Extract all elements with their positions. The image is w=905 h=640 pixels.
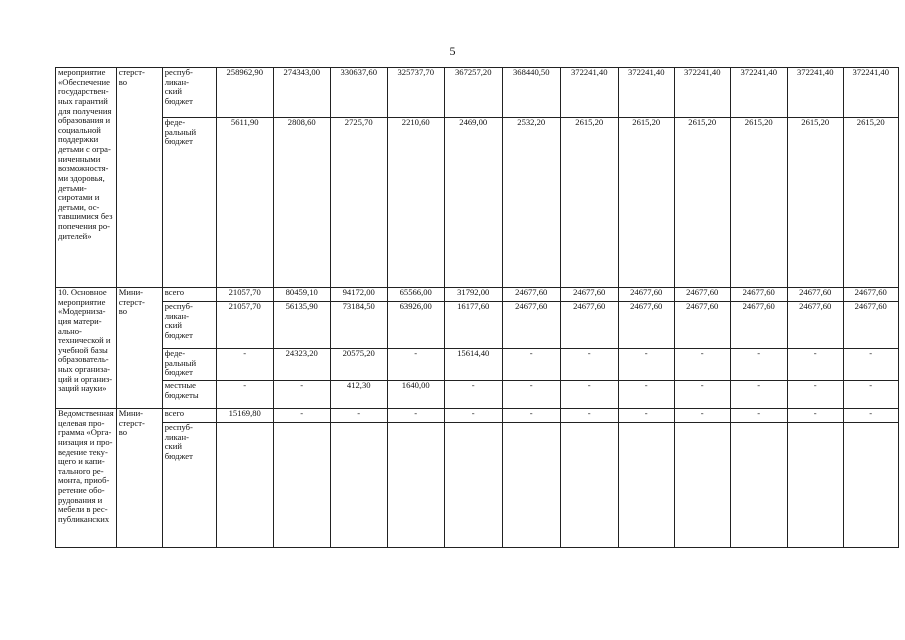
table-row <box>56 381 899 409</box>
funding-source-line: ральный <box>164 126 197 137</box>
value-cell: - <box>618 409 674 423</box>
value-cell: - <box>502 381 560 409</box>
value-cell: - <box>674 381 730 409</box>
funding-source-cell <box>162 302 216 349</box>
value-cell: 2615,20 <box>787 118 843 288</box>
funding-source-line: бюджеты <box>164 389 199 400</box>
budget-table <box>55 67 899 548</box>
event-text-line: дителей» <box>58 230 92 241</box>
value-cell: 56135,90 <box>273 302 330 349</box>
value-cell: 24677,60 <box>674 288 730 302</box>
funding-source-line: ральный <box>164 357 197 368</box>
funding-source-line: респуб- <box>164 67 193 77</box>
event-text-line: монта, приоб- <box>58 475 110 486</box>
funding-source-line: всего <box>164 287 185 297</box>
value-cell: - <box>618 381 674 409</box>
value-cell: 24677,60 <box>502 302 560 349</box>
event-text-line: ниченными <box>58 153 101 164</box>
event-text-line: ведение теку- <box>58 446 108 457</box>
value-cell: 24677,60 <box>730 302 787 349</box>
value-cell: 372241,40 <box>674 68 730 118</box>
value-cell: 368440,50 <box>502 68 560 118</box>
funding-source-line: ский <box>164 320 182 331</box>
value-cell: 24677,60 <box>787 288 843 302</box>
value-cell: - <box>787 409 843 423</box>
funding-source-line: бюджет <box>164 329 193 340</box>
value-cell: 372241,40 <box>618 68 674 118</box>
table-row <box>56 118 899 288</box>
event-text-line: учебной базы <box>58 344 108 355</box>
funding-source-line: респуб- <box>164 301 193 311</box>
value-cell: 372241,40 <box>843 68 898 118</box>
event-text-line: поддержки <box>58 134 99 145</box>
funding-source-line: бюджет <box>164 367 193 378</box>
event-text-line: грамма «Орга- <box>58 427 112 438</box>
event-text-line: детьми, ос- <box>58 201 100 212</box>
event-text-line: ных гарантий <box>58 95 108 106</box>
value-cell: - <box>216 381 273 409</box>
table-row <box>56 302 899 349</box>
event-text-line: мебели в рес- <box>58 504 108 515</box>
event-text-line: ных организа- <box>58 364 111 374</box>
value-cell: 21057,70 <box>216 302 273 349</box>
event-text-line: тавшимися без <box>58 211 113 222</box>
value-cell: - <box>674 409 730 423</box>
event-text-line: образователь- <box>58 354 109 365</box>
event-text-line: ально- <box>58 325 82 336</box>
funding-source-cell <box>162 423 216 548</box>
event-cell <box>56 68 117 288</box>
event-text-line: 10. Основное <box>58 287 107 297</box>
value-cell: 2615,20 <box>843 118 898 288</box>
funding-source-cell <box>162 118 216 288</box>
value-cell: - <box>444 381 502 409</box>
event-text-line: мероприятие <box>58 67 106 77</box>
value-cell: 2469,00 <box>444 118 502 288</box>
event-text-line: возможностя- <box>58 163 109 174</box>
executor-cell <box>116 288 162 409</box>
value-cell: 372241,40 <box>560 68 618 118</box>
funding-source-line: феде- <box>164 117 186 127</box>
funding-source-line: бюджет <box>164 136 193 147</box>
value-cell: 2615,20 <box>618 118 674 288</box>
value-cell: 63926,00 <box>387 302 444 349</box>
value-cell: - <box>843 409 898 423</box>
executor-text-line: стерст- <box>118 417 145 428</box>
value-cell: - <box>444 409 502 423</box>
value-cell: - <box>843 349 898 381</box>
event-text-line: ция матери- <box>58 315 102 326</box>
value-cell: 258962,90 <box>216 68 273 118</box>
value-cell: - <box>273 409 330 423</box>
value-cell: - <box>730 349 787 381</box>
value-cell: 5611,90 <box>216 118 273 288</box>
value-cell: 24677,60 <box>674 302 730 349</box>
value-cell: 372241,40 <box>787 68 843 118</box>
value-cell <box>618 423 674 548</box>
value-cell: - <box>787 381 843 409</box>
event-text-line: ций и организ- <box>58 373 113 384</box>
value-cell <box>387 423 444 548</box>
executor-text-line: во <box>118 306 128 317</box>
event-text-line: образования и <box>58 115 111 126</box>
funding-source-line: местные <box>164 380 196 390</box>
value-cell: 2210,60 <box>387 118 444 288</box>
executor-text-line: Мини- <box>118 408 144 418</box>
value-cell: 24677,60 <box>502 288 560 302</box>
value-cell: 274343,00 <box>273 68 330 118</box>
funding-source-cell <box>162 381 216 409</box>
event-cell <box>56 288 117 409</box>
executor-text-line: во <box>118 76 128 87</box>
executor-cell <box>116 68 162 288</box>
value-cell: - <box>730 409 787 423</box>
value-cell <box>330 423 387 548</box>
value-cell: - <box>502 349 560 381</box>
executor-text-line: во <box>118 427 128 438</box>
event-text-line: социальной <box>58 124 101 135</box>
page-number: 5 <box>449 44 456 58</box>
table-row <box>56 409 899 423</box>
event-text-line: государствен- <box>58 86 109 97</box>
funding-source-line: бюджет <box>164 450 193 461</box>
value-cell: 24677,60 <box>730 288 787 302</box>
value-cell: 372241,40 <box>730 68 787 118</box>
value-cell: - <box>387 349 444 381</box>
table-row <box>56 349 899 381</box>
event-text-line: для получения <box>58 105 112 116</box>
event-text-line: технической и <box>58 335 111 346</box>
value-cell: 367257,20 <box>444 68 502 118</box>
event-text-line: рудования и <box>58 494 103 505</box>
value-cell: 73184,50 <box>330 302 387 349</box>
funding-source-line: всего <box>164 408 185 418</box>
value-cell <box>560 423 618 548</box>
event-text-line: «Обеспечение <box>58 76 110 87</box>
value-cell: 80459,10 <box>273 288 330 302</box>
value-cell: 2808,60 <box>273 118 330 288</box>
value-cell: 65566,00 <box>387 288 444 302</box>
value-cell: 24677,60 <box>787 302 843 349</box>
table-row <box>56 423 899 548</box>
value-cell: - <box>330 409 387 423</box>
value-cell: - <box>502 409 560 423</box>
event-text-line: «Модерниза- <box>58 306 106 317</box>
funding-source-line: бюджет <box>164 95 193 106</box>
value-cell: 412,30 <box>330 381 387 409</box>
value-cell: 24677,60 <box>618 302 674 349</box>
value-cell: 21057,70 <box>216 288 273 302</box>
funding-source-line: ликан- <box>164 76 189 87</box>
event-text-line: ретение обо- <box>58 485 105 495</box>
value-cell <box>273 423 330 548</box>
value-cell: - <box>618 349 674 381</box>
value-cell: 20575,20 <box>330 349 387 381</box>
value-cell <box>444 423 502 548</box>
value-cell: 16177,60 <box>444 302 502 349</box>
value-cell <box>674 423 730 548</box>
event-text-line: детьми с огра- <box>58 144 111 154</box>
event-cell <box>56 409 117 548</box>
event-text-line: целевая про- <box>58 417 105 428</box>
value-cell <box>216 423 273 548</box>
value-cell: - <box>216 349 273 381</box>
value-cell <box>502 423 560 548</box>
value-cell: 24677,60 <box>560 288 618 302</box>
value-cell <box>787 423 843 548</box>
value-cell: 325737,70 <box>387 68 444 118</box>
value-cell: 2615,20 <box>560 118 618 288</box>
funding-source-cell <box>162 349 216 381</box>
table-row <box>56 288 899 302</box>
event-text-line: публиканских <box>58 513 110 524</box>
value-cell: - <box>273 381 330 409</box>
funding-source-cell <box>162 409 216 423</box>
event-text-line: ми здоровья, <box>58 172 105 183</box>
executor-text-line: Мини- <box>118 287 144 297</box>
value-cell: - <box>787 349 843 381</box>
value-cell: 15614,40 <box>444 349 502 381</box>
value-cell: 15169,80 <box>216 409 273 423</box>
event-text-line: Ведомственная <box>58 408 114 418</box>
event-text-line: заций науки» <box>58 383 107 394</box>
value-cell: - <box>843 381 898 409</box>
executor-cell <box>116 409 162 548</box>
value-cell: - <box>560 409 618 423</box>
value-cell: 24323,20 <box>273 349 330 381</box>
event-text-line: тального ре- <box>58 465 104 476</box>
value-cell: - <box>387 409 444 423</box>
funding-source-line: ликан- <box>164 310 189 321</box>
event-text-line: сиротами и <box>58 192 100 203</box>
funding-source-line: ский <box>164 86 182 97</box>
value-cell: - <box>674 349 730 381</box>
value-cell: 24677,60 <box>618 288 674 302</box>
event-text-line: попечения ро- <box>58 221 110 231</box>
value-cell: - <box>560 381 618 409</box>
value-cell: 2532,20 <box>502 118 560 288</box>
value-cell <box>843 423 898 548</box>
value-cell: 2615,20 <box>674 118 730 288</box>
executor-text-line: стерст- <box>118 296 145 307</box>
value-cell: 2725,70 <box>330 118 387 288</box>
value-cell: 31792,00 <box>444 288 502 302</box>
funding-source-line: феде- <box>164 348 186 358</box>
value-cell: 1640,00 <box>387 381 444 409</box>
value-cell: 24677,60 <box>560 302 618 349</box>
funding-source-cell <box>162 288 216 302</box>
event-text-line: детьми- <box>58 182 87 193</box>
funding-source-line: ликан- <box>164 431 189 442</box>
event-text-line: мероприятие <box>58 296 106 307</box>
funding-source-line: ский <box>164 441 182 452</box>
event-text-line: щего и капи- <box>58 456 105 467</box>
value-cell: - <box>560 349 618 381</box>
value-cell: 94172,00 <box>330 288 387 302</box>
value-cell: 2615,20 <box>730 118 787 288</box>
value-cell: 24677,60 <box>843 302 898 349</box>
value-cell <box>730 423 787 548</box>
executor-text-line: стерст- <box>118 67 145 77</box>
table-row <box>56 68 899 118</box>
funding-source-cell <box>162 68 216 118</box>
funding-source-line: респуб- <box>164 422 193 432</box>
value-cell: - <box>730 381 787 409</box>
value-cell: 24677,60 <box>843 288 898 302</box>
value-cell: 330637,60 <box>330 68 387 118</box>
event-text-line: низация и про- <box>58 436 113 447</box>
